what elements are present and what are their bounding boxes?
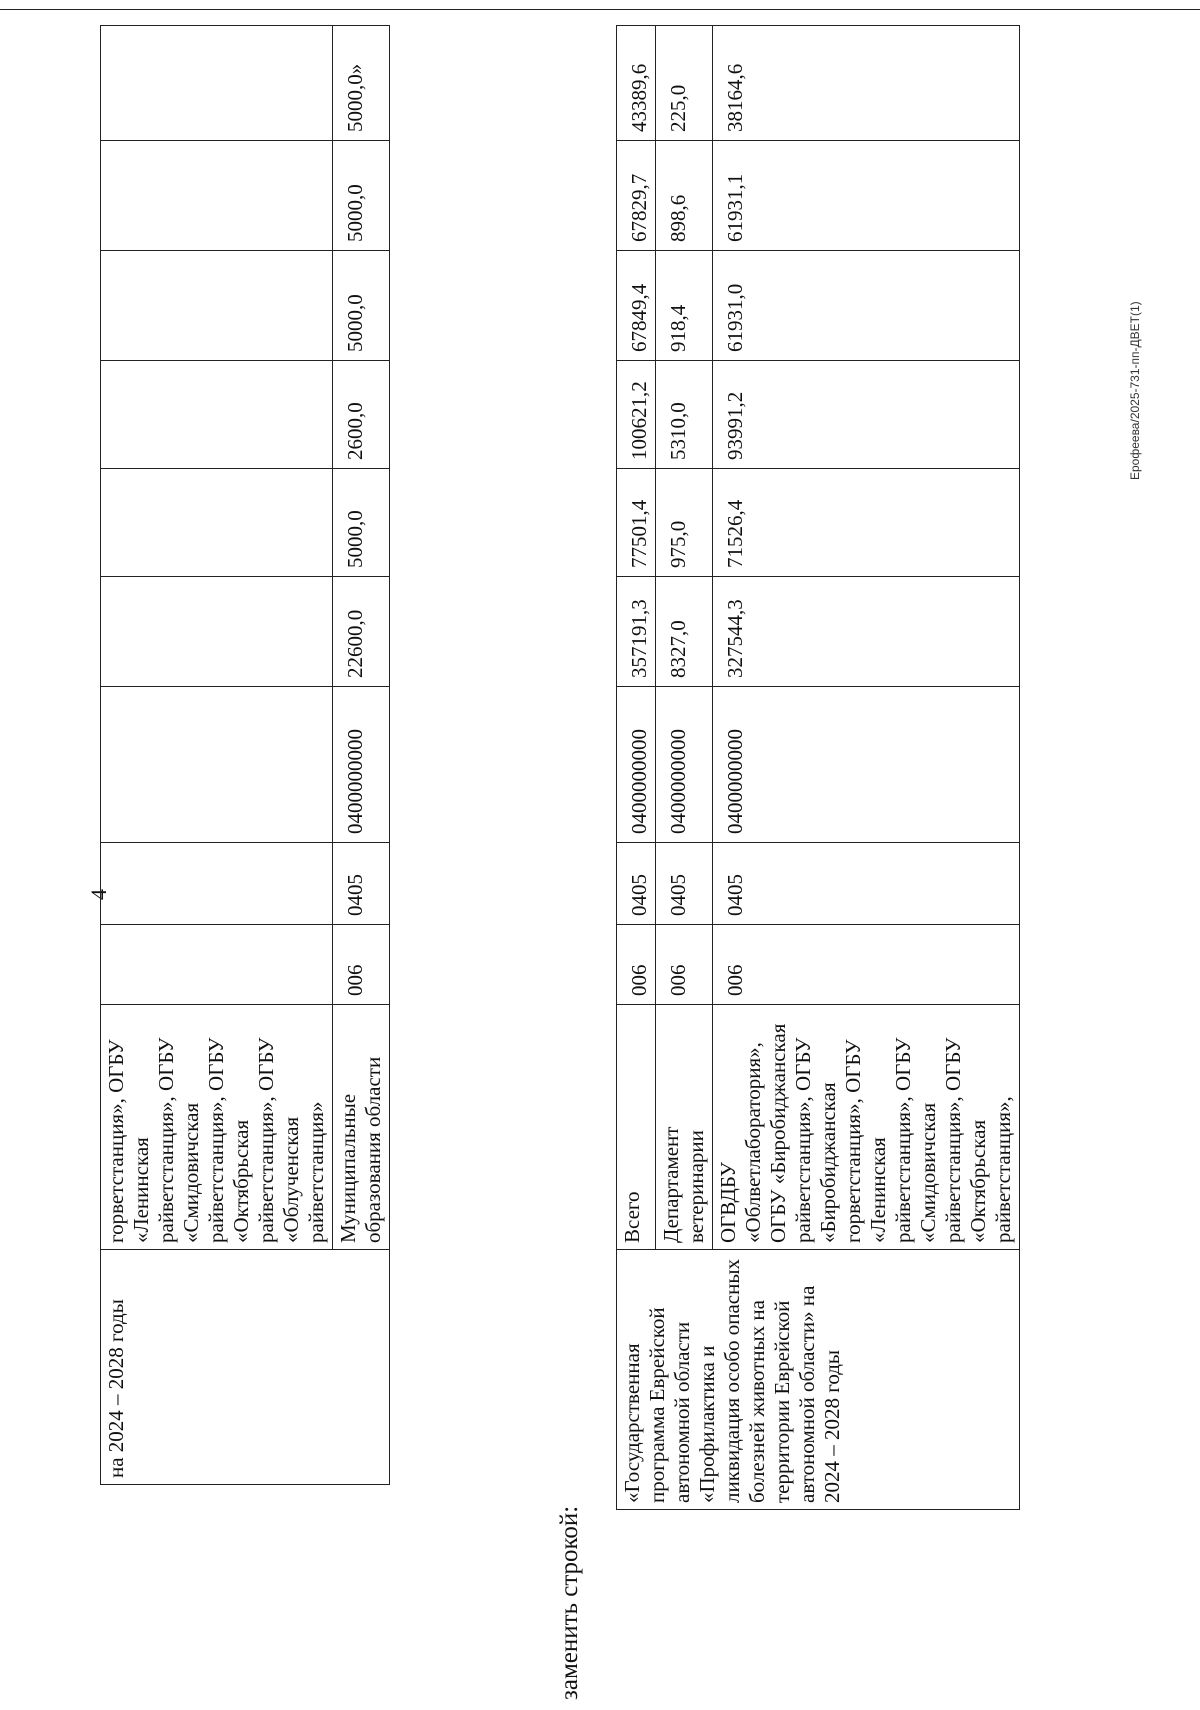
executor-cell: Муниципальные образования области bbox=[333, 1005, 390, 1250]
total-amount-cell: 327544,3 bbox=[713, 577, 1020, 687]
budget-table-previous bbox=[100, 25, 390, 1485]
grbs-code-cell: 006 bbox=[333, 925, 390, 1005]
year-amount-cell: 67849,4 bbox=[617, 251, 656, 361]
table-cell bbox=[101, 251, 333, 361]
page-number: 4 bbox=[86, 889, 111, 900]
replace-caption: заменить строкой: bbox=[556, 1505, 583, 1700]
executor-cell: ОГВДБУ «Облветлаборатория», ОГБУ «Биробиджанская райветстанция», ОГБУ «Биробиджанская горветстанция», ОГБУ «Ленинская райветстанция», ОГБУ «Смидовичская райветстанция», ОГБУ «Октябрьская райветстанция», bbox=[713, 1005, 1020, 1250]
table-row bbox=[101, 26, 333, 1485]
executor-cell: Всего bbox=[617, 1005, 656, 1250]
program-name-cell: на 2024 – 2028 годы bbox=[101, 1250, 390, 1485]
grbs-code-cell: 006 bbox=[713, 925, 1020, 1005]
table-cell bbox=[101, 141, 333, 251]
total-amount-cell: 357191,3 bbox=[617, 577, 656, 687]
year-amount-cell: 2600,0 bbox=[333, 361, 390, 469]
year-amount-cell: 43389,6 bbox=[617, 26, 656, 141]
year-amount-cell: 71526,4 bbox=[713, 469, 1020, 577]
year-amount-cell: 67829,7 bbox=[617, 141, 656, 251]
year-amount-cell: 100621,2 bbox=[617, 361, 656, 469]
section-code-cell: 0405 bbox=[656, 843, 713, 925]
year-amount-cell: 77501,4 bbox=[617, 469, 656, 577]
section-code-cell: 0405 bbox=[713, 843, 1020, 925]
table-cell bbox=[101, 687, 333, 843]
table-cell bbox=[101, 469, 333, 577]
table-cell bbox=[101, 843, 333, 925]
table-cell bbox=[101, 361, 333, 469]
year-amount-cell: 898,6 bbox=[656, 141, 713, 251]
year-amount-cell: 93991,2 bbox=[713, 361, 1020, 469]
grbs-code-cell: 006 bbox=[656, 925, 713, 1005]
year-amount-cell: 5000,0» bbox=[333, 26, 390, 141]
table-cell bbox=[101, 26, 333, 141]
budget-table-replacement bbox=[616, 25, 1020, 1510]
total-amount-cell: 22600,0 bbox=[333, 577, 390, 687]
document-id: Ерофеева/2025-731-пп-ДВЕТ(1) bbox=[1128, 301, 1142, 480]
total-amount-cell: 8327,0 bbox=[656, 577, 713, 687]
year-amount-cell: 61931,0 bbox=[713, 251, 1020, 361]
year-amount-cell: 5000,0 bbox=[333, 469, 390, 577]
table-row bbox=[617, 26, 656, 1510]
year-amount-cell: 5000,0 bbox=[333, 141, 390, 251]
section-code-cell: 0405 bbox=[333, 843, 390, 925]
year-amount-cell: 38164,6 bbox=[713, 26, 1020, 141]
target-article-cell: 0400000000 bbox=[333, 687, 390, 843]
year-amount-cell: 975,0 bbox=[656, 469, 713, 577]
table-cell bbox=[101, 925, 333, 1005]
page-edge-line bbox=[0, 9, 1200, 10]
executor-cell: горветстанция», ОГБУ «Ленинская райветстанция», ОГБУ «Смидовичская райветстанция», ОГБУ «Октябрьская райветстанция», ОГБУ «Облученская райветстанция» bbox=[101, 1005, 333, 1250]
program-name-cell: «Государственная программа Еврейской автономной области «Профилактика и ликвидация особо опасных болезней животных на территории Еврейской автономной области» на 2024 – 2028 годы bbox=[617, 1250, 1020, 1510]
target-article-cell: 0400000000 bbox=[617, 687, 656, 843]
table-cell bbox=[101, 577, 333, 687]
target-article-cell: 0400000000 bbox=[713, 687, 1020, 843]
year-amount-cell: 61931,1 bbox=[713, 141, 1020, 251]
year-amount-cell: 918,4 bbox=[656, 251, 713, 361]
section-code-cell: 0405 bbox=[617, 843, 656, 925]
grbs-code-cell: 006 bbox=[617, 925, 656, 1005]
year-amount-cell: 5310,0 bbox=[656, 361, 713, 469]
target-article-cell: 0400000000 bbox=[656, 687, 713, 843]
year-amount-cell: 5000,0 bbox=[333, 251, 390, 361]
year-amount-cell: 225,0 bbox=[656, 26, 713, 141]
executor-cell: Департамент ветеринарии bbox=[656, 1005, 713, 1250]
